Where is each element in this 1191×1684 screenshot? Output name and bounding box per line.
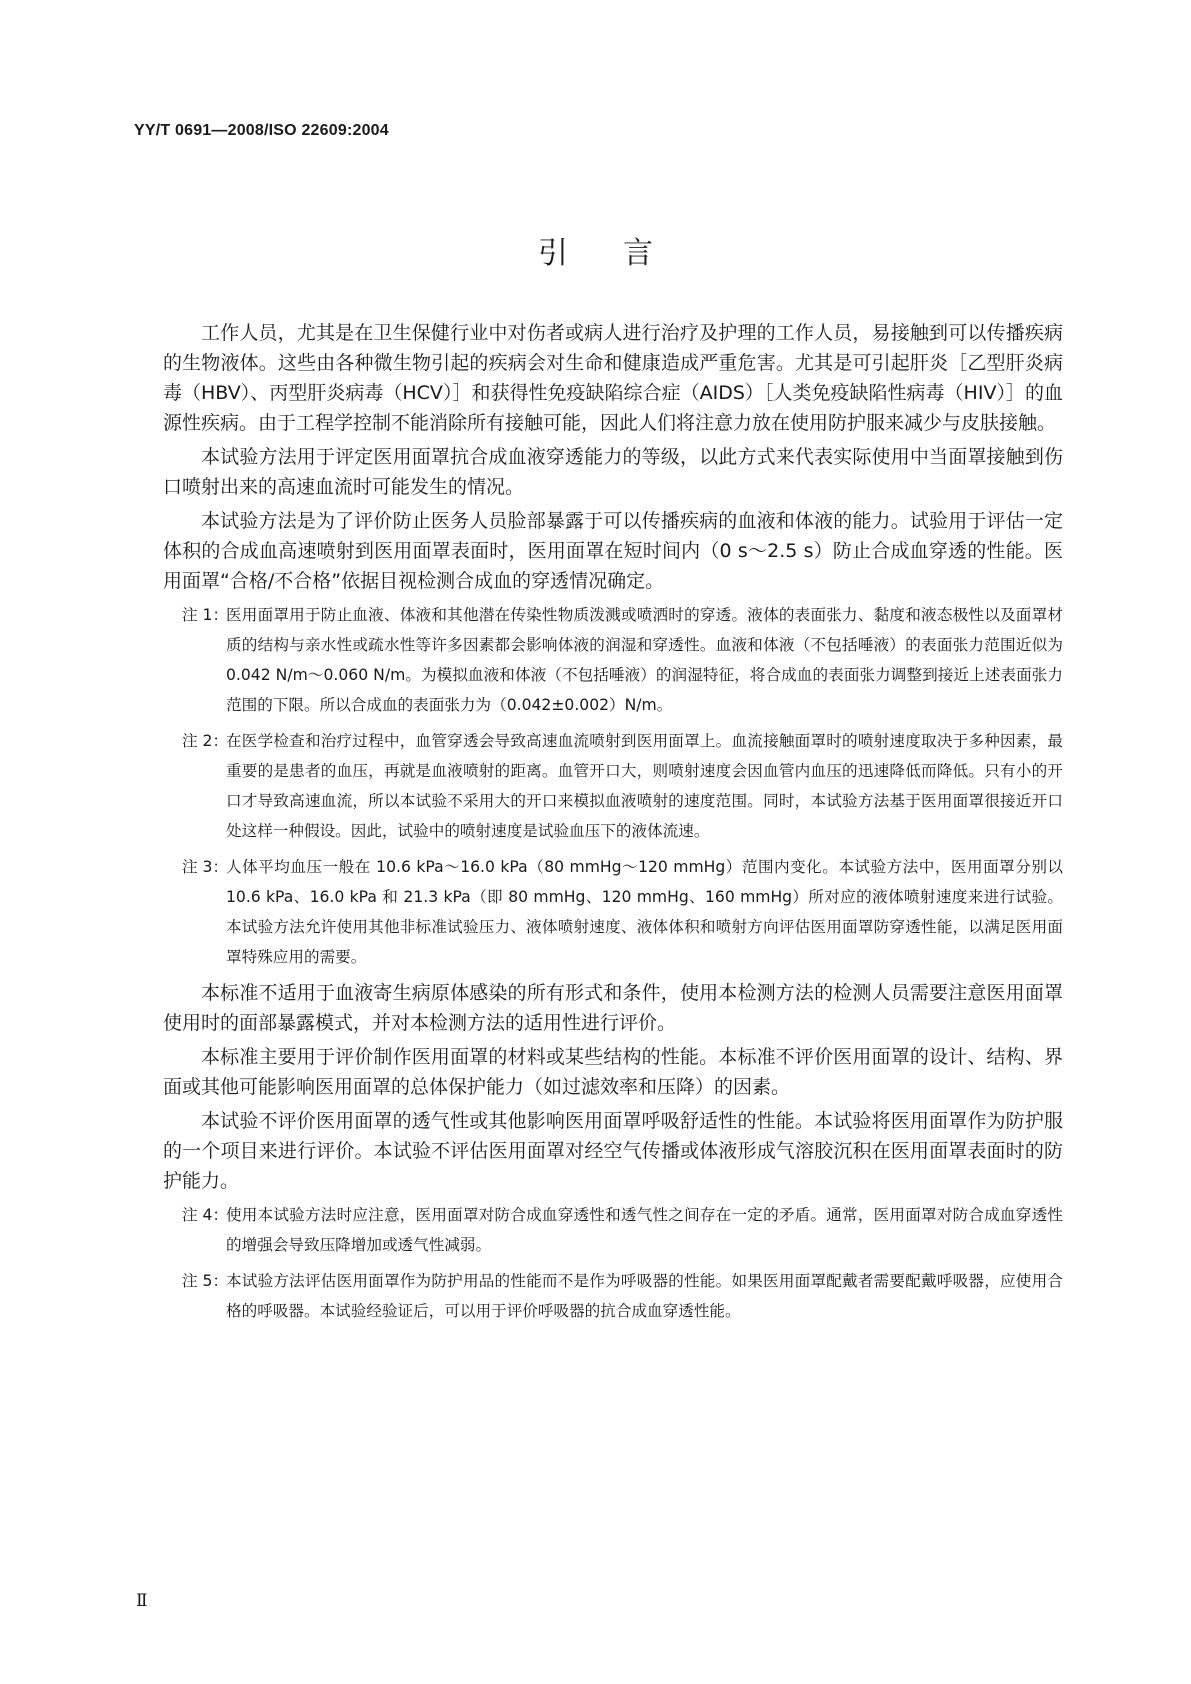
note-2 xyxy=(163,726,1063,846)
note-3 xyxy=(163,852,1063,972)
note-1 xyxy=(163,600,1063,720)
note-label: 注 3： xyxy=(182,858,229,876)
note-text: 医用面罩用于防止血液、体液和其他潜在传染性物质泼溅或喷洒时的穿透。液体的表面张力、黏度和液态极性以及面罩材质的结构与亲水性或疏水性等许多因素都会影响体液的润湿和穿透性。血液和体液（不包括唾液）的表面张力范围近似为 0.042 N/m～0.060 N/m。为模拟血液和体液（不包括唾液）的润湿特征，将合成血的表面张力调整到接近上述表面张力范围的下限。所以合成血的表面张力为（0.042±0.002）N/m。 xyxy=(226,606,1063,714)
note-label: 注 4： xyxy=(182,1206,229,1224)
paragraph: 本试验方法用于评定医用面罩抗合成血液穿透能力的等级，以此方式来代表实际使用中当面罩接触到伤口喷射出来的高速血流时可能发生的情况。 xyxy=(163,446,1063,498)
note-text: 本试验方法评估医用面罩作为防护用品的性能而不是作为呼吸器的性能。如果医用面罩配戴者需要配戴呼吸器，应使用合格的呼吸器。本试验经验证后，可以用于评价呼吸器的抗合成血穿透性能。 xyxy=(226,1272,1063,1320)
page-number: Ⅱ xyxy=(136,1591,148,1610)
page-title: 引言 xyxy=(538,236,708,271)
note-label: 注 1： xyxy=(182,606,229,624)
main-content xyxy=(163,318,1063,1332)
paragraph: 本试验方法是为了评价防止医务人员脸部暴露于可以传播疾病的血液和体液的能力。试验用于评估一定体积的合成血高速喷射到医用面罩表面时，医用面罩在短时间内（0 s～2.5 s）防止合成血穿透的性能。医用面罩“合格/不合格”依据目视检测合成血的穿透情况确定。 xyxy=(163,510,1063,592)
note-text: 人体平均血压一般在 10.6 kPa～16.0 kPa（80 mmHg～120 mmHg）范围内变化。本试验方法中，医用面罩分别以 10.6 kPa、16.0 kPa 和 21.3 kPa（即 80 mmHg、120 mmHg、160 mmHg）所对应的液体喷射速度来进行试验。本试验方法允许使用其他非标准试验压力、液体喷射速度、液体体积和喷射方向评估医用面罩防穿透性能，以满足医用面罩特殊应用的需要。 xyxy=(226,858,1063,966)
note-text: 在医学检查和治疗过程中，血管穿透会导致高速血流喷射到医用面罩上。血流接触面罩时的喷射速度取决于多种因素，最重要的是患者的血压，再就是血液喷射的距离。血管开口大，则喷射速度会因血管内血压的迅速降低而降低。只有小的开口才导致高速血流，所以本试验不采用大的开口来模拟血液喷射的速度范围。同时，本试验方法基于医用面罩很接近开口处这样一种假设。因此，试验中的喷射速度是试验血压下的液体流速。 xyxy=(226,732,1063,840)
paragraph: 本标准不适用于血液寄生病原体感染的所有形式和条件，使用本检测方法的检测人员需要注意医用面罩使用时的面部暴露模式，并对本检测方法的适用性进行评价。 xyxy=(163,982,1063,1034)
paragraph: 本试验不评价医用面罩的透气性或其他影响医用面罩呼吸舒适性的性能。本试验将医用面罩作为防护服的一个项目来进行评价。本试验不评估医用面罩对经空气传播或体液形成气溶胶沉积在医用面罩表面时的防护能力。 xyxy=(163,1110,1063,1192)
paragraph: 工作人员，尤其是在卫生保健行业中对伤者或病人进行治疗及护理的工作人员，易接触到可以传播疾病的生物液体。这些由各种微生物引起的疾病会对生命和健康造成严重危害。尤其是可引起肝炎［乙型肝炎病毒（HBV）、丙型肝炎病毒（HCV）］和获得性免疫缺陷综合症（AIDS）［人类免疫缺陷性病毒（HIV）］的血源性疾病。由于工程学控制不能消除所有接触可能，因此人们将注意力放在使用防护服来减少与皮肤接触。 xyxy=(163,322,1063,434)
note-5 xyxy=(163,1266,1063,1326)
document-code: YY/T 0691—2008/ISO 22609:2004 xyxy=(134,122,389,139)
note-label: 注 2： xyxy=(182,732,229,750)
note-label: 注 5： xyxy=(182,1272,229,1290)
note-4 xyxy=(163,1200,1063,1260)
note-text: 使用本试验方法时应注意，医用面罩对防合成血穿透性和透气性之间存在一定的矛盾。通常，医用面罩对防合成血穿透性的增强会导致压降增加或透气性减弱。 xyxy=(226,1206,1063,1254)
paragraph: 本标准主要用于评价制作医用面罩的材料或某些结构的性能。本标准不评价医用面罩的设计、结构、界面或其他可能影响医用面罩的总体保护能力（如过滤效率和压降）的因素。 xyxy=(163,1046,1063,1098)
